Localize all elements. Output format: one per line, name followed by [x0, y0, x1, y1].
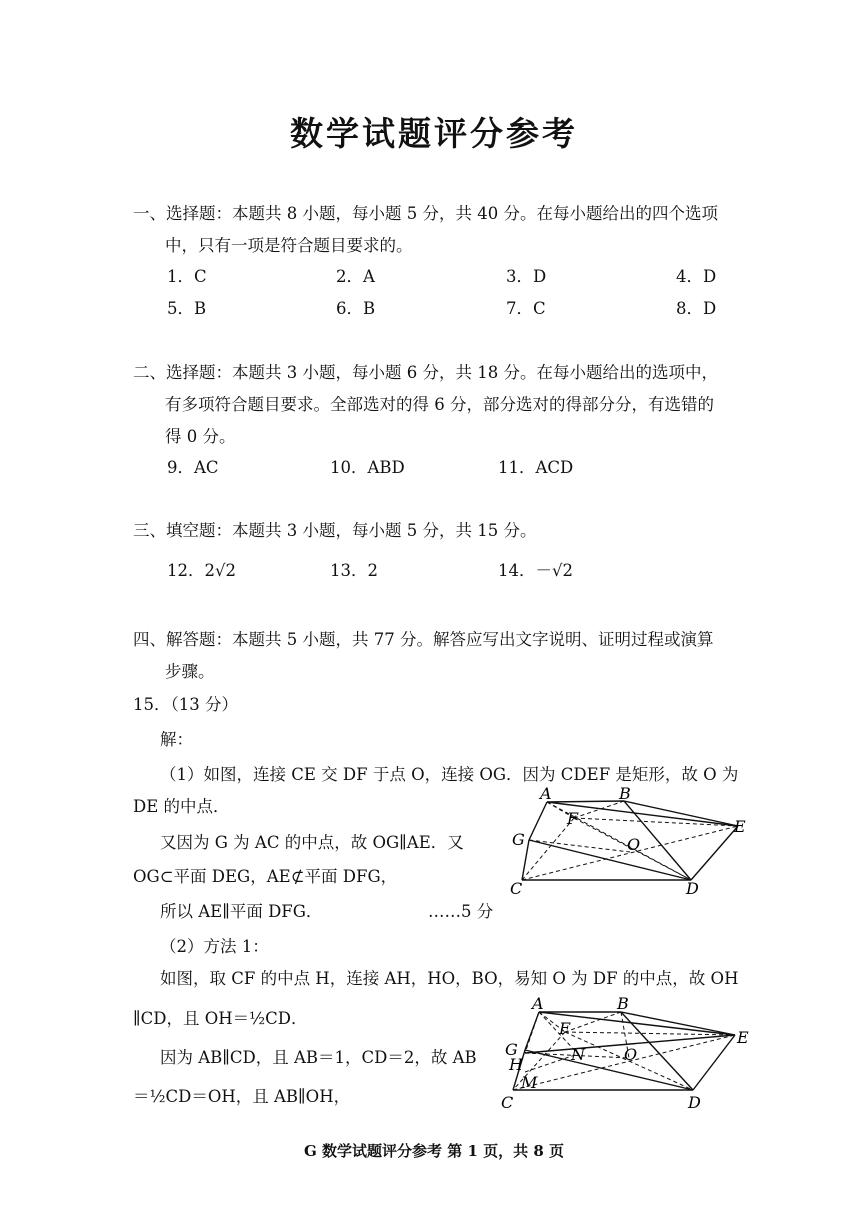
q15-score1: ……5 分: [428, 902, 494, 921]
q15-p3b: ∥CD，且 OH＝½CD．: [133, 1009, 308, 1028]
answer-14: 14．－√2: [498, 561, 574, 580]
answer-12: 12．2√2: [167, 561, 237, 580]
label-e: E: [737, 1028, 749, 1047]
edge-fe: [574, 818, 738, 826]
sec2-line1: 二、选择题：本题共 3 小题，每小题 6 分，共 18 分。在每小题给出的选项中，: [133, 363, 718, 382]
q15-p4a: 因为 AB∥CD，且 AB＝1，CD＝2，故 AB: [160, 1048, 477, 1067]
label-d: D: [686, 879, 699, 898]
sec4-line2: 步骤。: [165, 662, 215, 681]
label-b: B: [619, 784, 631, 803]
answer-11: 11．ACD: [498, 458, 574, 477]
answer-6: 6．B: [336, 299, 376, 318]
answer-8: 8．D: [676, 299, 717, 318]
label-o: O: [624, 1045, 638, 1064]
q15-p1a: （1）如图，连接 CE 交 DF 于点 O，连接 OG．因为 CDEF 是矩形，故 O 为: [160, 765, 739, 784]
q15-jie: 解：: [160, 730, 193, 749]
label-a: A: [540, 784, 552, 803]
label-g: G: [505, 1040, 518, 1059]
answer-1: 1．C: [167, 267, 207, 286]
label-c: C: [501, 1093, 514, 1112]
edge-bf: [574, 801, 624, 818]
label-f: F: [559, 1019, 571, 1038]
page-footer: G 数学试题评分参考 第 1 页，共 8 页: [303, 1142, 565, 1160]
answer-2: 2．A: [336, 267, 375, 286]
edge-gd: [525, 1050, 693, 1090]
label-b: B: [617, 994, 629, 1013]
figure-2: [495, 990, 765, 1115]
q15-method2: （2）方法 1：: [160, 937, 269, 956]
label-g: G: [512, 830, 525, 849]
edge-ed: [693, 1035, 735, 1090]
sec4-line1: 四、解答题：本题共 5 小题，共 77 分。解答应写出文字说明、证明过程或演算: [133, 630, 714, 649]
edge-gd: [529, 840, 691, 880]
q15-p3a: 如图，取 CF 的中点 H，连接 AH，HO，BO，易知 O 为 DF 的中点，故 OH: [160, 969, 739, 988]
edge-ag: [525, 1012, 539, 1050]
label-a: A: [532, 994, 544, 1013]
edge-ed: [691, 826, 738, 880]
q15-header: 15．（13 分）: [133, 695, 238, 714]
edge-bf: [565, 1012, 621, 1032]
edge-ab: [547, 801, 624, 802]
sec2-line3: 得 0 分。: [165, 427, 236, 446]
label-e: E: [734, 817, 746, 836]
sec2-line2: 有多项符合题目要求。全部选对的得 6 分，部分选对的得部分分，有选错的: [165, 395, 714, 414]
answer-9: 9．AC: [167, 458, 219, 477]
label-o: O: [627, 835, 641, 854]
edge-ag: [529, 802, 547, 840]
answer-4: 4．D: [676, 267, 717, 286]
page-title: 数学试题评分参考: [290, 114, 578, 153]
answer-7: 7．C: [506, 299, 546, 318]
label-m: M: [521, 1073, 538, 1092]
answer-10: 10．ABD: [330, 458, 405, 477]
answer-3: 3．D: [506, 267, 547, 286]
q15-p2b: OG⊂平面 DEG，AE⊄平面 DFG，: [133, 867, 398, 886]
label-f: F: [567, 809, 579, 828]
answer-13: 13．2: [330, 561, 378, 580]
label-c: C: [510, 879, 523, 898]
sec1-line2: 中，只有一项是符合题目要求的。: [165, 236, 413, 255]
q15-p2a: 又因为 G 为 AC 的中点，故 OG∥AE．又: [160, 833, 464, 852]
q15-p1b: DE 的中点．: [133, 797, 230, 816]
q15-p4b: ＝½CD＝OH，且 AB∥OH，: [133, 1087, 351, 1106]
q15-p2c: 所以 AE∥平面 DFG．: [160, 902, 323, 921]
sec1-line1: 一、选择题：本题共 8 小题，每小题 5 分，共 40 分。在每小题给出的四个选项: [133, 204, 718, 223]
answer-5: 5．B: [167, 299, 207, 318]
label-n: N: [571, 1045, 585, 1064]
sec3-line1: 三、填空题：本题共 3 小题，每小题 5 分，共 15 分。: [133, 521, 537, 540]
edge-go: [529, 840, 630, 852]
label-d: D: [688, 1093, 701, 1112]
figure-1: [500, 780, 770, 900]
label-h: H: [509, 1055, 523, 1074]
